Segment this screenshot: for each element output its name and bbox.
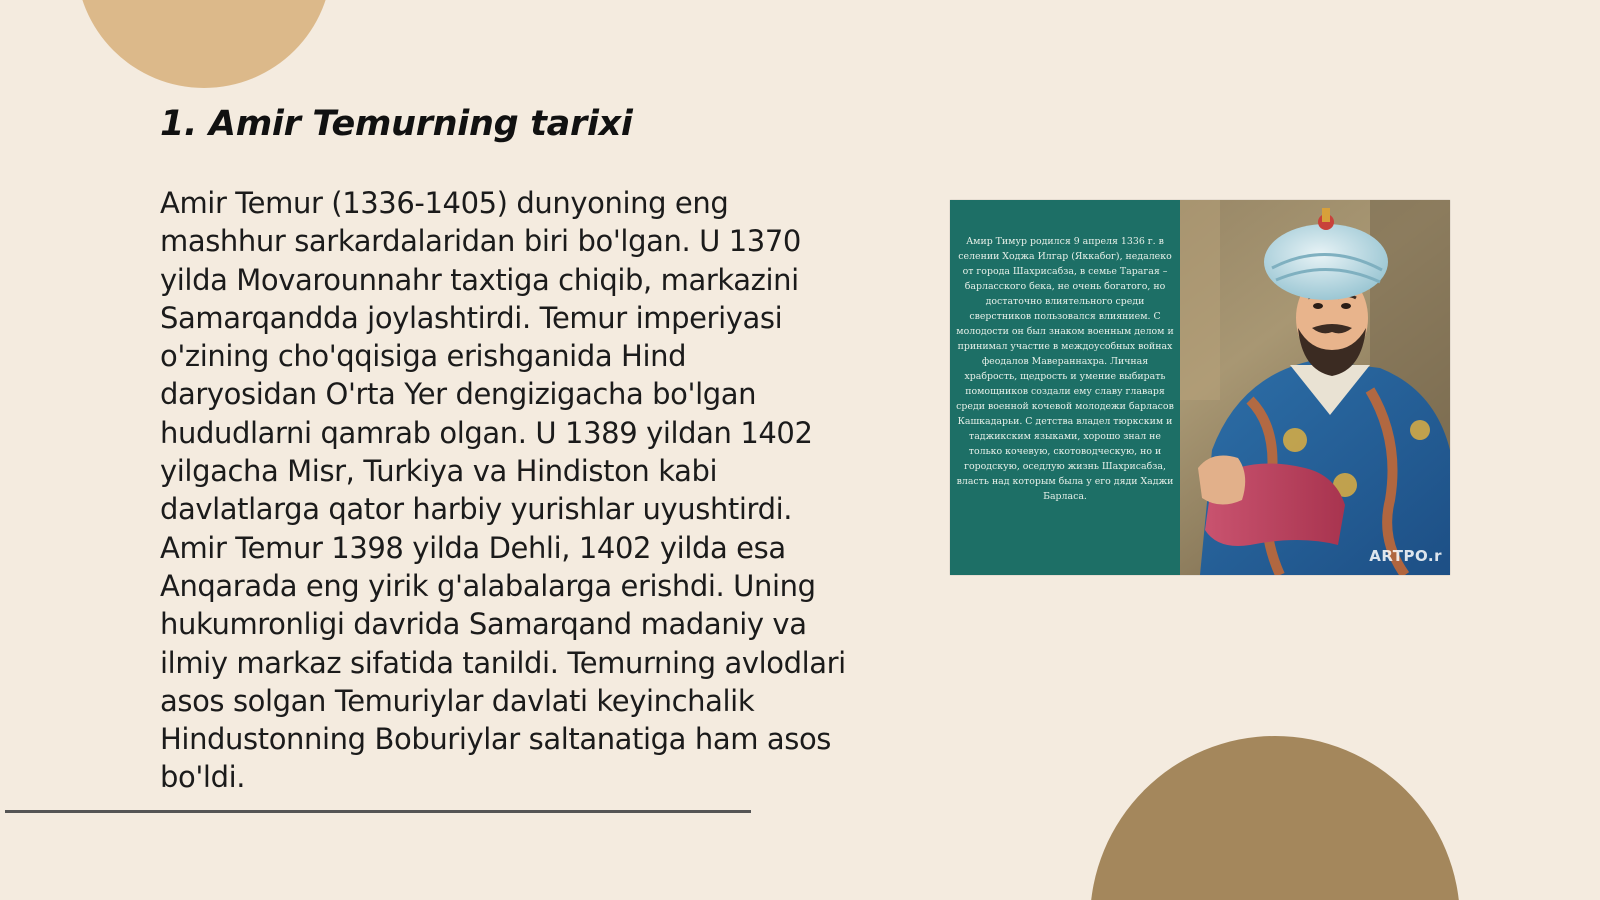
image-watermark: ARTPO.r [1369,547,1442,565]
image-caption-text: Амир Тимур родился 9 апреля 1336 г. в селении Ходжа Илгар (Яккабог), недалеко от города Шахрисабза, в семье Тарагая – барласского бека, не очень богатого, но достаточно влиятельного среди сверстников пользовался влиянием. С молодости он был знаком военным делом и принимал участие в междоусобных войнах феодалов Мавераннахра. Личная храбрость, щедрость и умение выбирать помощников создали ему славу главаря среди военной кочевой молодежи барласов Кашкадарьи. С детства владел тюркским и таджикским языками, хорошо знал не только кочевую, скотоводческую, но и городскую, оседлую жизнь Шахрисабза, власть над которым была у его дяди Хаджи Барласа. [956,236,1174,502]
slide-title: 1. Amir Temurning tarixi [160,104,633,144]
slide-body-text: Amir Temur (1336-1405) dunyoning eng mashhur sarkardalaridan biri bo'lgan. U 1370 yilda Movarounnahr taxtiga chiqib, markazini Samarqandda joylashtirdi. Temur imperiyasi o'zining cho'qqisiga erishganida Hind daryosidan O'rta Yer dengizigacha bo'lgan hududlarni qamrab olgan. U 1389 yildan 1402 yilgacha Misr, Turkiya va Hindiston kabi davlatlarga qator harbiy yurishlar uyushtirdi. Amir Temur 1398 yilda Dehli, 1402 yilda esa Anqarada eng yirik g'alabalarga erishdi. Uning hukumronligi davrida Samarqand madaniy va ilmiy markaz sifatida tanildi. Temurning avlodlari asos solgan Temuriylar davlati keyinchalik Hindustonning Boburiylar saltanatiga ham asos bo'ldi. [160,186,846,795]
amir-temur-picture [950,200,1450,575]
decorative-circle-top [76,0,332,88]
decorative-circle-bottom [1090,736,1460,900]
divider-line [5,810,751,813]
